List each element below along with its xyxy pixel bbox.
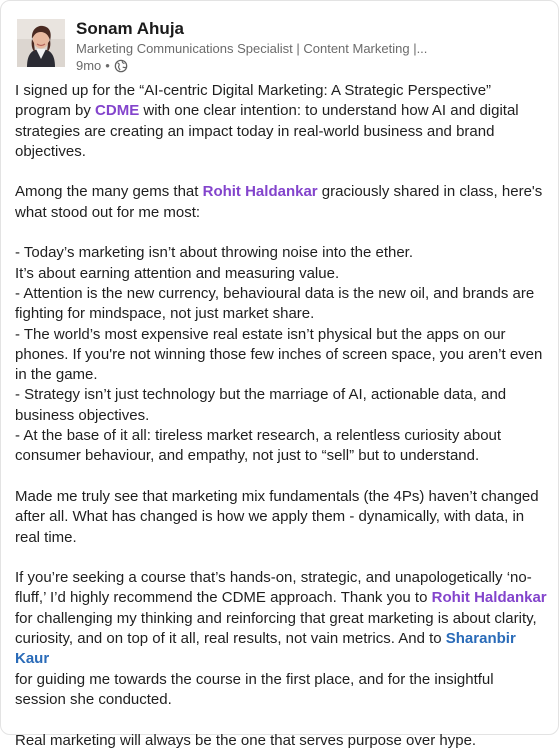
bullet-line: It’s about earning attention and measuring value. [15,264,340,282]
text-segment: for guiding me towards the course in the first place, and for the insightful session she conducted. [15,670,494,708]
bullet-line: - The world’s most expensive real estate isn’t physical but the apps on our phones. If you're not winning those few inches of screen space, you aren’t even in the game. [15,325,543,384]
mention-cdme[interactable]: CDME [95,102,140,120]
mention-rohit-haldankar[interactable]: Rohit Haldankar [431,589,547,607]
meta-separator: • [105,58,110,73]
text-segment: graciously shared in class, here's what stood out for me most: [15,183,543,221]
author-name[interactable]: Sonam Ahuja [76,19,184,38]
text-segment: with one clear intention: to understand how AI and digital strategies are creating an impact today in real-world business and brand objectives. [15,102,519,160]
paragraph-recommendation [15,568,547,710]
mention-rohit-haldankar[interactable]: Rohit Haldankar [202,183,318,201]
bullet-line: - Strategy isn’t just technology but the marriage of AI, actionable data, and business objectives. [15,386,507,424]
bullet-line: - Attention is the new currency, behavioural data is the new oil, and brands are fighting for mindspace, not just market share. [15,284,535,323]
text-segment: If you’re seeking a course that’s hands-on, strategic, and unapologetically ‘no-fluff,’ I’d highly recommend the CDME approach. Thank you to [15,569,532,607]
author-headline: Marketing Communications Specialist | Content Marketing |... [76,41,428,56]
post-body [15,81,547,751]
mention-sharanbir-kaur[interactable]: Sharanbir Kaur [15,630,516,668]
paragraph-gems [15,182,547,223]
author-avatar[interactable] [17,19,65,67]
avatar-photo [17,19,65,67]
bullet-line: - At the base of it all: tireless market research, a relentless curiosity about consumer behaviour, and empathy, not just to “sell” but to understand. [15,427,502,465]
text-segment: I signed up for the “AI-centric Digital Marketing: A Strategic Perspective” program by [15,82,492,120]
post-header [15,19,544,73]
paragraph-4ps: Made me truly see that marketing mix fundamentals (the 4Ps) haven’t changed after all. What has changed is how we apply them - dynamically, with data, in real time. [15,487,539,546]
post-meta [76,19,544,74]
post-timestamp [76,57,544,74]
globe-icon [114,59,128,73]
paragraph-intro [15,81,547,162]
bullet-line: - Today’s marketing isn’t about throwing noise into the ether. [15,244,414,262]
text-segment: for challenging my thinking and reinforcing that great marketing is about clarity, curiosity, and on top of it all, real results, not vain metrics. And to [15,609,537,648]
text-segment: Among the many gems that [15,183,203,201]
paragraph-closing: Real marketing will always be the one that serves purpose over hype. [15,731,477,749]
post-time: 9mo [76,58,102,73]
